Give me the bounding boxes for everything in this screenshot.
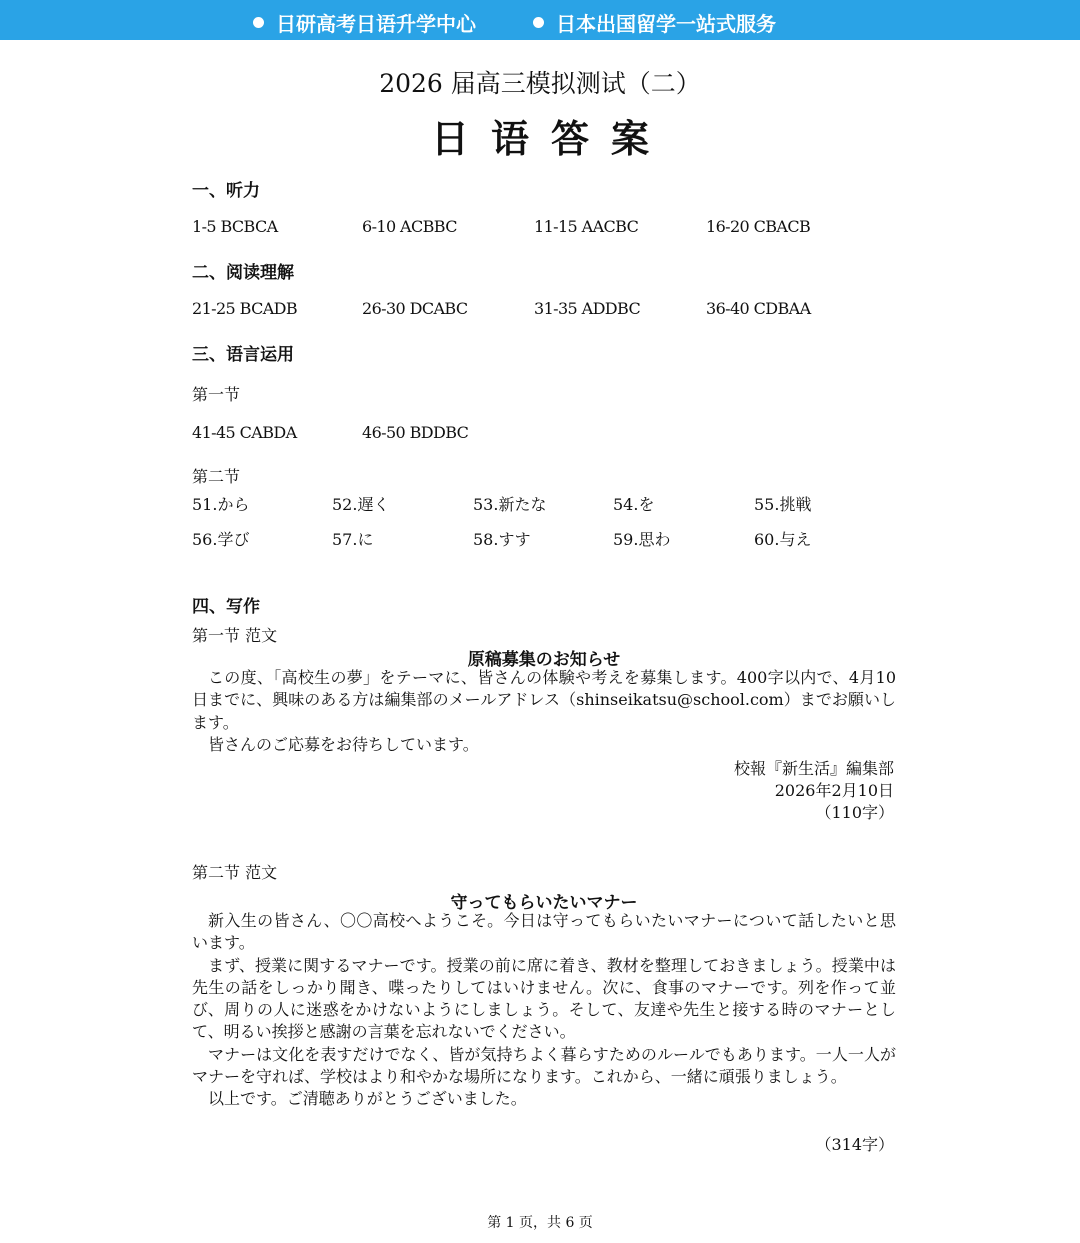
essay-paragraph: この度、「高校生の夢」をテーマに、皆さんの体験や考えを募集します。400字以内で、4月10日までに、興味のある方は編集部のメールアドレス（shinseikatsu@school.com）までお願いします。 <box>192 668 896 732</box>
subsection-label: 第一节 <box>192 385 241 404</box>
bullet-dot-icon <box>253 17 264 28</box>
banner-right-text: 日本出国留学一站式服务 <box>556 12 776 36</box>
essay-body <box>192 667 896 756</box>
answer-group: 26-30 DCABC <box>362 299 468 318</box>
essay-body <box>192 910 896 1111</box>
essay-word-count: （314字） <box>815 1135 894 1154</box>
section-heading-reading: 二、阅读理解 <box>192 263 294 283</box>
essay-title: 原稿募集のお知らせ <box>467 650 621 670</box>
essay-paragraph: 皆さんのご応募をお待ちしています。 <box>208 734 479 754</box>
fill-answer: 60.与え <box>754 530 812 549</box>
answer-group: 46-50 BDDBC <box>362 423 469 442</box>
fill-answer: 55.挑戦 <box>754 495 812 514</box>
fill-answer: 59.思わ <box>613 530 671 549</box>
essay-paragraph: 以上です。ご清聴ありがとうございました。 <box>208 1089 527 1109</box>
essay-word-count: （110字） <box>815 803 894 822</box>
fill-answer: 51.から <box>192 495 250 514</box>
answer-group: 41-45 CABDA <box>192 423 297 442</box>
answer-group: 11-15 AACBC <box>534 217 639 236</box>
fill-answer: 57.に <box>332 530 374 549</box>
fill-answer: 53.新たな <box>473 495 547 514</box>
subsection-label: 第一节 范文 <box>192 626 278 645</box>
top-banner <box>0 0 1080 40</box>
page-title: 日语答案 <box>430 116 671 161</box>
fill-answer: 52.遅く <box>332 495 390 514</box>
section-heading-writing: 四、写作 <box>192 597 260 617</box>
exam-title: 2026 届高三模拟测试（二） <box>379 69 701 98</box>
fill-answer: 54.を <box>613 495 655 514</box>
essay-date: 2026年2月10日 <box>774 781 894 800</box>
banner-item-left <box>253 8 476 37</box>
answer-group: 31-35 ADDBC <box>534 299 641 318</box>
section-heading-listening: 一、听力 <box>192 181 260 201</box>
page-number: 第 1 页，共 6 页 <box>487 1215 593 1231</box>
answer-group: 36-40 CDBAA <box>706 299 811 318</box>
essay-title: 守ってもらいたいマナー <box>450 893 638 913</box>
answer-group: 21-25 BCADB <box>192 299 298 318</box>
banner-left-text: 日研高考日语升学中心 <box>276 12 476 36</box>
essay-paragraph: まず、授業に関するマナーです。授業の前に席に着き、教材を整理しておきましょう。授業中は先生の話をしっかり聞き、喋ったりしてはいけません。次に、食事のマナーです。列を作って並び、周りの人に迷惑をかけないようにしましょう。そして、友達や先生と接する時のマナーとして、明るい挨拶と感謝の言葉を忘れないでください。 <box>192 955 896 1042</box>
essay-paragraph: 新入生の皆さん、〇〇高校へようこそ。今日は守ってもらいたいマナーについて話したいと思います。 <box>192 911 896 953</box>
essay-signature: 校報『新生活』編集部 <box>733 759 894 778</box>
bullet-dot-icon <box>533 17 544 28</box>
section-heading-language: 三、语言运用 <box>192 345 294 365</box>
answer-group: 16-20 CBACB <box>706 217 811 236</box>
banner-item-right <box>533 8 776 37</box>
subsection-label: 第二节 <box>192 467 241 486</box>
fill-answer: 58.すす <box>473 530 531 549</box>
answer-group: 6-10 ACBBC <box>362 217 457 236</box>
answer-group: 1-5 BCBCA <box>192 217 278 236</box>
essay-paragraph: マナーは文化を表すだけでなく、皆が気持ちよく暮らすためのルールでもあります。一人一人がマナーを守れば、学校はより和やかな場所になります。これから、一緒に頑張りましょう。 <box>192 1044 896 1087</box>
fill-answer: 56.学び <box>192 530 250 549</box>
subsection-label: 第二节 范文 <box>192 863 278 882</box>
